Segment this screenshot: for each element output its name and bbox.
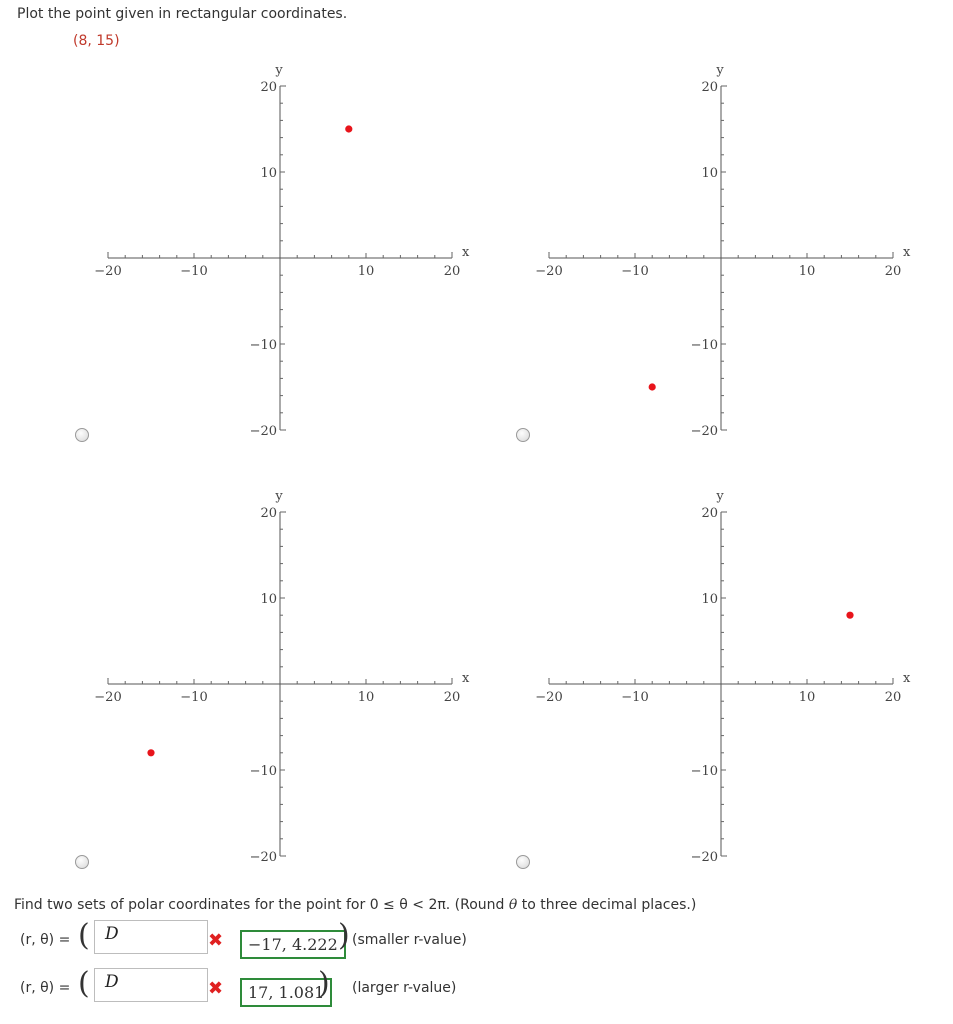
y-tick-label: −10 [690,338,718,353]
y-tick-label: −20 [249,424,277,439]
x-tick-label: 10 [798,690,816,705]
x-tick-label: −10 [621,690,649,705]
answer-input-smaller[interactable]: D [94,920,208,954]
x-axis-label: x [903,245,911,260]
y-tick-label: 20 [260,506,277,521]
cross-icon: ✖ [208,930,224,951]
polar-label: (r, θ) = [20,980,71,996]
y-tick-label: 10 [260,166,277,181]
y-axis-label: y [275,63,283,78]
x-tick-label: 20 [884,264,902,279]
y-tick-label: −10 [690,764,718,779]
x-tick-label: −10 [621,264,649,279]
x-tick-label: −20 [535,264,563,279]
theta-range: 0 ≤ θ < 2π [369,897,446,913]
question-tail: to three decimal places.) [517,897,697,913]
y-tick-label: −20 [690,850,718,865]
x-tick-label: 10 [798,264,816,279]
x-tick-label: −20 [94,264,122,279]
answer-row-smaller [14,918,534,968]
polar-label: (r, θ) = [20,932,71,948]
close-paren: ) [318,966,330,1001]
x-axis-label: x [462,671,470,686]
x-tick-label: −20 [94,690,122,705]
correct-answer-smaller: −17, 4.222 [240,930,346,959]
y-tick-label: 10 [260,592,277,607]
x-tick-label: 10 [357,690,375,705]
x-tick-label: 20 [443,690,461,705]
y-tick-label: 10 [701,166,718,181]
question-round: . (Round [445,897,509,913]
theta-symbol: θ [508,897,518,913]
x-tick-label: 20 [443,264,461,279]
y-axis-label: y [716,63,724,78]
radio-option-a[interactable] [75,428,89,442]
plotted-point [846,612,853,619]
y-axis-label: y [716,489,724,504]
answer-input-larger[interactable]: D [94,968,208,1002]
problem-prompt: Plot the point given in rectangular coordinates. [17,6,348,22]
hint-larger: (larger r-value) [352,980,457,996]
y-tick-label: −10 [249,764,277,779]
y-tick-label: 20 [701,506,718,521]
radio-option-c[interactable] [75,855,89,869]
y-tick-label: −20 [690,424,718,439]
given-point: (8, 15) [73,33,120,49]
x-tick-label: −10 [180,690,208,705]
y-tick-label: 10 [701,592,718,607]
open-paren: ( [78,918,90,953]
open-paren: ( [78,966,90,1001]
x-axis-label: x [903,671,911,686]
radio-option-b[interactable] [516,428,530,442]
y-tick-label: 20 [701,80,718,95]
x-tick-label: 10 [357,264,375,279]
correct-answer-larger: 17, 1.081 [240,978,332,1007]
y-axis-label: y [275,489,283,504]
question-text: Find two sets of polar coordinates for the point for [14,897,370,913]
answer-row-larger [14,966,534,1016]
polar-question [14,897,696,913]
y-tick-label: −20 [249,850,277,865]
x-tick-label: −20 [535,690,563,705]
cross-icon: ✖ [208,978,224,999]
y-tick-label: −10 [249,338,277,353]
hint-smaller: (smaller r-value) [352,932,467,948]
x-axis-label: x [462,245,470,260]
x-tick-label: 20 [884,690,902,705]
y-tick-label: 20 [260,80,277,95]
radio-option-d[interactable] [516,855,530,869]
x-tick-label: −10 [180,264,208,279]
close-paren: ) [338,918,350,953]
